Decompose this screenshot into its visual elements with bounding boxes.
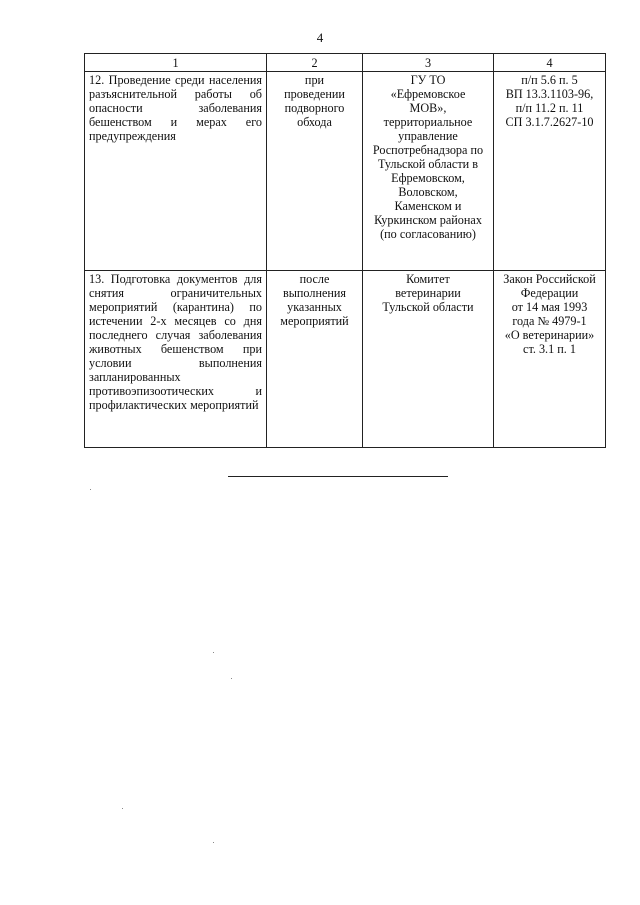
text-line: Федерации: [520, 286, 579, 300]
deadline-cell: [267, 271, 363, 448]
deadline-cell: [267, 72, 363, 271]
scan-speck: [90, 489, 91, 490]
text-line: Тульской области: [382, 300, 474, 314]
text-line: Роспотребнадзора по: [372, 143, 484, 157]
scan-speck: [122, 808, 123, 809]
text-line: проведении: [284, 87, 345, 101]
text-line: Куркинском районах: [374, 213, 482, 227]
text-line: Закон Российской: [503, 272, 596, 286]
column-header-2: 2: [267, 54, 363, 72]
text-line: от 14 мая 1993: [511, 300, 588, 314]
scan-speck: [213, 842, 214, 843]
text-line: мероприятий: [280, 314, 349, 328]
column-header-4: 4: [494, 54, 606, 72]
responsible-cell: [363, 271, 494, 448]
text-line: (по согласованию): [380, 227, 476, 241]
text-line: указанных: [287, 300, 342, 314]
text-line: подворного: [284, 101, 345, 115]
text-line: после: [299, 272, 330, 286]
legal-basis-cell: [494, 72, 606, 271]
text-line: СП 3.1.7.2627-10: [505, 115, 594, 129]
text-line: п/п 11.2 п. 11: [515, 101, 584, 115]
text-line: ВП 13.3.1103-96,: [505, 87, 594, 101]
text-line: Воловском,: [398, 185, 458, 199]
text-line: п/п 5.6 п. 5: [521, 73, 578, 87]
separator-line: [228, 476, 448, 477]
column-header-1: 1: [85, 54, 267, 72]
text-line: ст. 3.1 п. 1: [523, 342, 576, 356]
text-line: ГУ ТО: [410, 73, 446, 87]
text-line: МОВ»,: [409, 101, 447, 115]
legal-basis-cell: [494, 271, 606, 448]
text-line: Тульской области в: [378, 157, 478, 171]
responsible-cell: [363, 72, 494, 271]
text-line: ветеринарии: [395, 286, 461, 300]
scan-speck: [213, 652, 214, 653]
text-line: Каменском и: [394, 199, 462, 213]
text-line: выполнения: [282, 286, 347, 300]
column-header-3: 3: [363, 54, 494, 72]
scan-speck: [231, 678, 232, 679]
table-row: [85, 72, 606, 271]
document-table: [84, 53, 606, 448]
text-line: обхода: [297, 115, 332, 129]
table-row: [85, 271, 606, 448]
text-line: управление: [398, 129, 458, 143]
text-line: Ефремовском,: [391, 171, 465, 185]
measure-cell: 13. Подготовка документов для снятия ограничительных мероприятий (карантина) по истечении 2-х месяцев со дня последнего случая заболевания животных бешенством при условии выполнения запланированных противоэпизоотических и профилактических мероприятий: [85, 271, 267, 448]
table-header-row: [85, 54, 606, 72]
text-line: территориальное: [383, 115, 473, 129]
text-line: «О ветеринарии»: [504, 328, 595, 342]
measure-cell: 12. Проведение среди населения разъяснительной работы об опасности заболевания бешенством и мерах его предупреждения: [85, 72, 267, 271]
text-line: «Ефремовское: [390, 87, 466, 101]
page-number: 4: [316, 30, 324, 45]
text-line: Комитет: [406, 272, 450, 286]
text-line: года № 4979-1: [512, 314, 587, 328]
text-line: при: [304, 73, 325, 87]
